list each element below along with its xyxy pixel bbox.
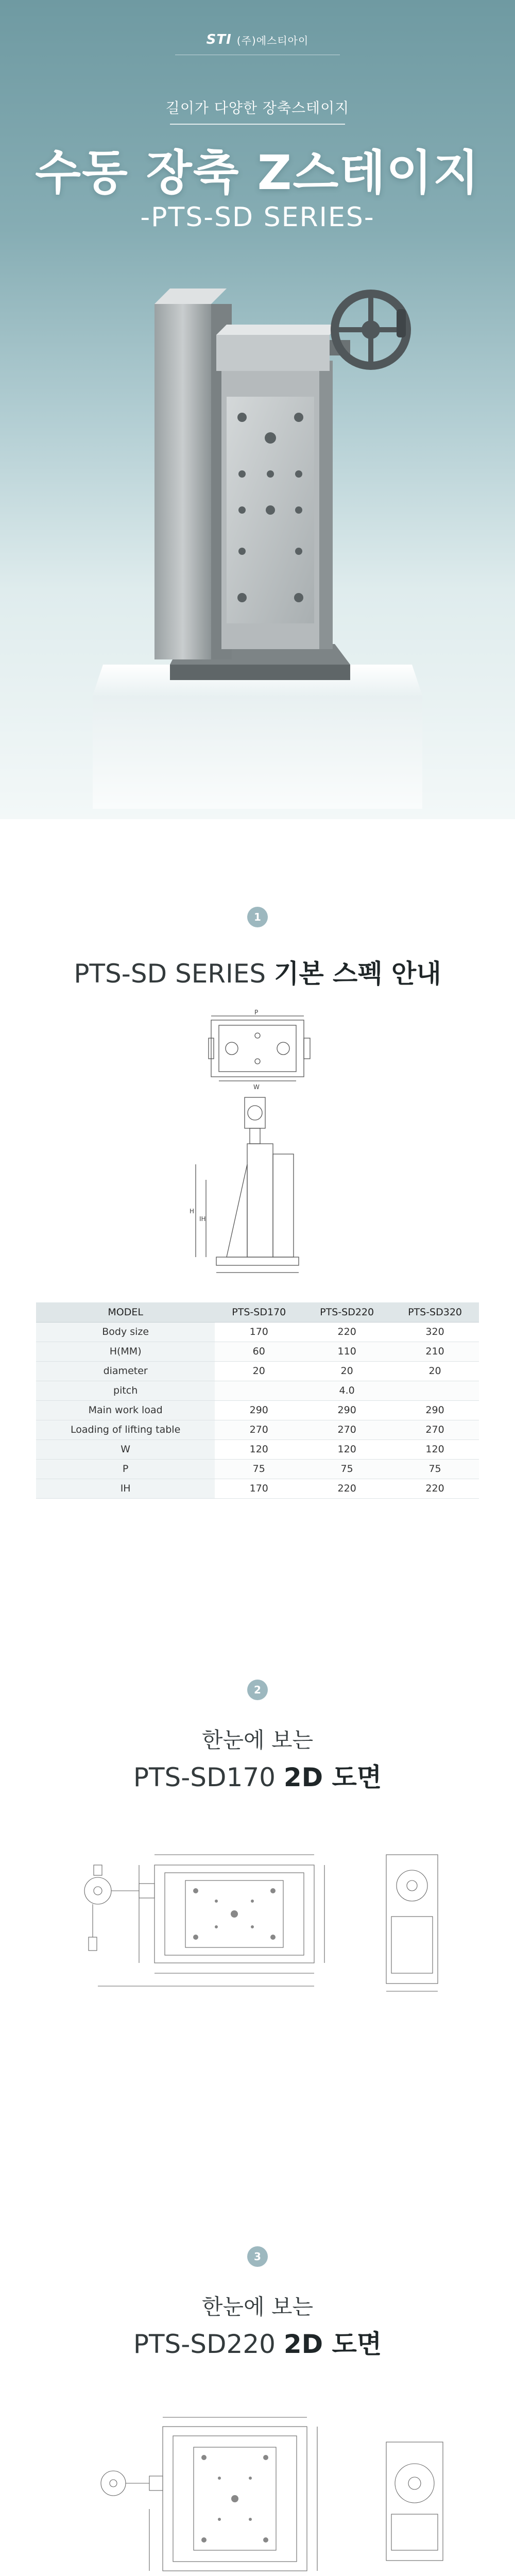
table-row bbox=[36, 1479, 479, 1498]
spec-cell: 170 bbox=[215, 1322, 303, 1342]
spec-cell: 220 bbox=[303, 1322, 391, 1342]
drawing-sd220 bbox=[93, 2406, 453, 2576]
dim-label-h: H bbox=[190, 1208, 195, 1215]
table-row bbox=[36, 1400, 479, 1420]
table-row bbox=[36, 1361, 479, 1381]
section-title-model: PTS-SD170 bbox=[133, 1762, 284, 1792]
section-title-model: PTS-SD SERIES bbox=[74, 959, 274, 989]
spec-row-label: IH bbox=[36, 1479, 215, 1498]
spec-cell: 290 bbox=[215, 1400, 303, 1420]
section-title-sd220 bbox=[0, 2324, 515, 2361]
spec-cell: 20 bbox=[391, 1361, 479, 1381]
spec-row-label: Loading of lifting table bbox=[36, 1420, 215, 1439]
brand-name: (주)에스티아이 bbox=[236, 34, 309, 47]
spec-cell: 120 bbox=[215, 1439, 303, 1459]
dim-label-w: W bbox=[253, 1083, 260, 1091]
spec-row-label: pitch bbox=[36, 1381, 215, 1400]
table-row bbox=[36, 1420, 479, 1439]
section-title-emphasis: 2D 도면 bbox=[283, 1762, 382, 1792]
spec-cell: 120 bbox=[303, 1439, 391, 1459]
hero-subtitle: -PTS-SD SERIES- bbox=[140, 202, 375, 233]
spec-cell: 170 bbox=[215, 1479, 303, 1498]
dim-label-p: P bbox=[254, 1010, 259, 1016]
table-row bbox=[36, 1342, 479, 1361]
spec-cell: 270 bbox=[303, 1420, 391, 1439]
table-row bbox=[36, 1381, 479, 1400]
section-title-spec bbox=[0, 953, 515, 990]
dim-label-ih: IH bbox=[199, 1215, 206, 1223]
spec-cell-merged: 4.0 bbox=[215, 1381, 479, 1400]
spec-cell: 220 bbox=[303, 1479, 391, 1498]
table-row bbox=[36, 1439, 479, 1459]
spec-dimension-drawing bbox=[134, 1010, 381, 1288]
section-subtitle: 한눈에 보는 bbox=[201, 1727, 314, 1753]
spec-cell: 75 bbox=[215, 1459, 303, 1479]
spec-table bbox=[36, 1302, 479, 1499]
spec-cell: 120 bbox=[391, 1439, 479, 1459]
spec-cell: 20 bbox=[303, 1361, 391, 1381]
spec-row-label: W bbox=[36, 1439, 215, 1459]
drawing-sd170 bbox=[67, 1834, 448, 2004]
spec-header-model: MODEL bbox=[36, 1302, 215, 1322]
spec-cell: 270 bbox=[391, 1420, 479, 1439]
spec-row-label: diameter bbox=[36, 1361, 215, 1381]
spec-row-label: P bbox=[36, 1459, 215, 1479]
spec-cell: 220 bbox=[391, 1479, 479, 1498]
spec-cell: 60 bbox=[215, 1342, 303, 1361]
spec-cell: 110 bbox=[303, 1342, 391, 1361]
section-title-sd170 bbox=[0, 1757, 515, 1794]
spec-cell: 290 bbox=[303, 1400, 391, 1420]
section-subtitle: 한눈에 보는 bbox=[201, 2294, 314, 2319]
spec-cell: 75 bbox=[303, 1459, 391, 1479]
spec-row-label: Body size bbox=[36, 1322, 215, 1342]
spec-cell: 210 bbox=[391, 1342, 479, 1361]
hero-banner bbox=[0, 0, 515, 819]
product-render-image bbox=[93, 242, 422, 809]
spec-cell: 270 bbox=[215, 1420, 303, 1439]
spec-cell: 20 bbox=[215, 1361, 303, 1381]
spec-cell: 290 bbox=[391, 1400, 479, 1420]
table-row bbox=[36, 1459, 479, 1479]
spec-cell: 320 bbox=[391, 1322, 479, 1342]
spec-header-sd170: PTS-SD170 bbox=[215, 1302, 303, 1322]
spec-row-label: H(MM) bbox=[36, 1342, 215, 1361]
brand-logo: STI bbox=[206, 32, 232, 47]
section-number-badge: 2 bbox=[247, 1680, 268, 1700]
spec-header-sd320: PTS-SD320 bbox=[391, 1302, 479, 1322]
brand bbox=[0, 32, 515, 47]
spec-header-sd220: PTS-SD220 bbox=[303, 1302, 391, 1322]
section-number-badge: 3 bbox=[247, 2246, 268, 2267]
table-row bbox=[36, 1322, 479, 1342]
hero-title: 수동 장축 Z스테이지 bbox=[35, 145, 480, 200]
spec-cell: 75 bbox=[391, 1459, 479, 1479]
section-title-emphasis: 기본 스펙 안내 bbox=[274, 959, 441, 989]
tagline-underline bbox=[170, 124, 345, 125]
spec-table-header-row bbox=[36, 1302, 479, 1322]
hero-tagline: 길이가 다양한 장축스테이지 bbox=[165, 99, 350, 116]
spec-row-label: Main work load bbox=[36, 1400, 215, 1420]
section-title-emphasis: 2D 도면 bbox=[283, 2329, 382, 2359]
section-number-badge: 1 bbox=[247, 907, 268, 927]
section-title-model: PTS-SD220 bbox=[133, 2329, 284, 2359]
